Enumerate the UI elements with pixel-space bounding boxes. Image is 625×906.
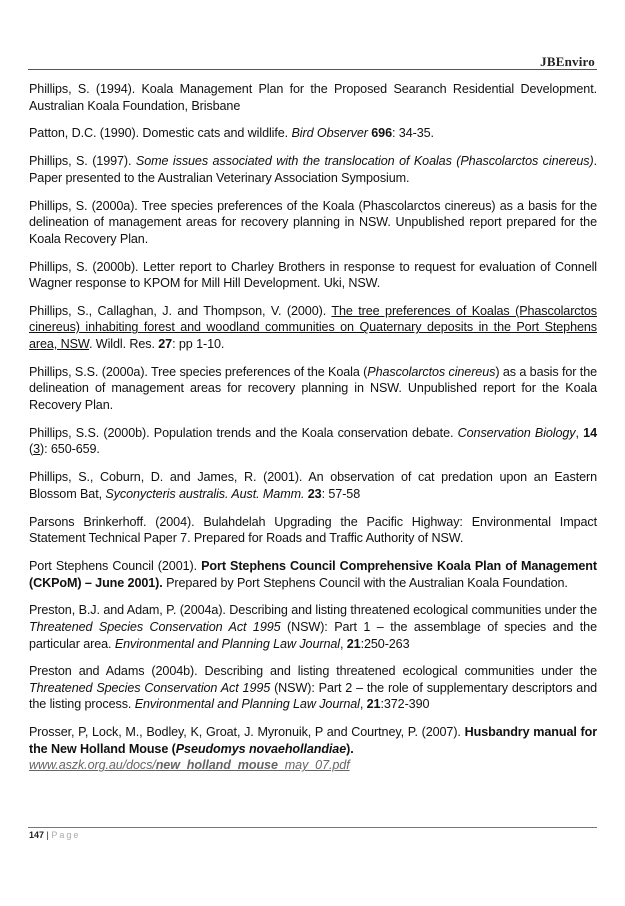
reference-text: ) as a basis for the delineation of management areas for recovery planning in NSW. Unpublished report for the Koala Recovery Plan. [29,364,597,413]
work-title: Port Stephens Council Comprehensive Koala Plan of Management (CKPoM) – June 2001). [29,558,597,590]
reference-text: , [339,636,347,651]
reference-item [29,469,597,502]
reference-item [29,125,597,142]
url-part: new_holland_mouse [155,758,278,773]
reference-text: . Wildl. Res. [89,337,159,352]
reference-item [29,724,597,774]
reference-text: :250-263 [360,636,410,651]
reference-item [29,602,597,652]
reference-item [29,81,597,114]
reference-text: Port Stephens Council (2001). [29,558,202,573]
reference-text: : 34-35. [392,126,434,141]
header-rule [28,69,597,70]
reference-text: (NSW): Part 1 – the assemblage of species and the particular area. [29,619,597,651]
work-title: Husbandry manual for the New Holland Mouse ( [29,725,598,756]
reference-text: , [575,425,584,440]
underlined-title: The tree preferences of Koalas (Phascolarctos cinereus) inhabiting forest and woodland communities on Quaternary deposits in the Port Stephens area, NSW [29,303,597,352]
reference-item [29,558,597,591]
reference-text: , [359,697,367,712]
reference-text: Preston and Adams (2004b). Describing and listing threatened ecological communities under the [29,664,597,679]
page-footer [29,830,80,840]
journal-title: Environmental and Planning Law Journal [114,636,340,651]
volume-number: 27 [158,337,173,352]
reference-item [29,364,597,414]
reference-item [29,259,597,292]
page-number: 147 [29,830,45,840]
page-label: Page [51,830,81,840]
reference-item [29,198,597,248]
reference-item [29,153,597,186]
reference-text: Preston, B.J. and Adam, P. (2004a). Describing and listing threatened ecological communities under the [29,603,597,618]
footer-rule [28,827,597,828]
species-name: Pseudomys novaehollandiae [175,741,347,756]
reference-text: Phillips, S. (2000b). Letter report to Charley Brothers in response to request for evaluation of Connell Wagner response to KPOM for Mill Hill Development. Uki, NSW. [29,259,597,291]
reference-item [29,514,597,547]
footer-separator: | [46,830,49,840]
volume-number: 21 [366,697,381,712]
reference-text: Prosser, P, Lock, M., Bodley, K, Groat, J. Myronuik, P and Courtney, P. (2007). [29,725,465,740]
reference-text: Phillips, S., Coburn, D. and James, R. (2001). An observation of cat predation upon an Eastern Blossom Bat, [29,470,597,501]
reference-item [29,663,597,713]
references-list [29,81,597,785]
species-name: Phascolarctos cinereus [367,364,496,379]
reference-text: : pp 1-10. [172,337,225,352]
reference-text: Phillips, S., Callaghan, J. and Thompson, V. (2000). [29,303,332,318]
reference-item [29,425,597,458]
url-part: www.aszk.org.au/docs/ [29,758,156,773]
reference-text: Phillips, S.S. (2000a). Tree species preferences of the Koala ( [29,364,368,379]
act-title: Threatened Species Conservation Act 1995 [29,680,271,695]
reference-text: Phillips, S.S. (2000b). Population trends and the Koala conservation debate. [29,425,458,440]
reference-text: ( [29,442,34,457]
reference-text: ): 650-659. [40,442,100,457]
reference-url-link[interactable] [29,758,350,772]
reference-text: (NSW): Part 2 – the role of supplementary descriptors and the listing process. [29,680,598,712]
journal-title: Bird Observer [291,126,368,141]
volume-number: 696 [371,126,392,141]
reference-text: Patton, D.C. (1990). Domestic cats and wildlife. [29,126,292,141]
reference-text: Phillips, S. (1997). [29,154,136,169]
url-part: _may_07.pdf [277,758,350,773]
header-brand: JBEnviro [540,54,595,69]
reference-text: Prepared by Port Stephens Council with the Australian Koala Foundation. [162,575,568,590]
volume-number: 21 [346,636,361,651]
reference-item [29,303,597,353]
volume-number: 23 [307,486,322,501]
journal-title: Syconycteris australis. Aust. Mamm. [105,486,305,501]
volume-number: 14 [583,425,597,440]
act-title: Threatened Species Conservation Act 1995 [29,619,281,634]
reference-text: Phillips, S. (2000a). Tree species preferences of the Koala (Phascolarctos cinereus) as a basis for the delineation of management areas for recovery planning in NSW. Unpublished report prepared for the Koala Recovery Plan. [29,198,597,246]
reference-text: :372-390 [380,697,430,712]
journal-title: Conservation Biology [457,425,576,440]
work-title: Some issues associated with the translocation of Koalas (Phascolarctos cinereus) [135,154,594,169]
work-title-end: ). [346,741,354,756]
reference-text: : 57-58 [321,486,361,501]
reference-text: . Paper presented to the Australian Veterinary Association Symposium. [29,154,597,185]
journal-title: Environmental and Planning Law Journal [134,697,360,712]
reference-text: Phillips, S. (1994). Koala Management Plan for the Proposed Searanch Residential Development. Australian Koala Foundation, Brisbane [29,82,597,113]
reference-text: Parsons Brinkerhoff. (2004). Bulahdelah Upgrading the Pacific Highway: Environmental Impact Statement Technical Paper 7. Prepared for Roads and Traffic Authority of NSW. [29,514,597,546]
issue-number: 3 [33,442,41,457]
